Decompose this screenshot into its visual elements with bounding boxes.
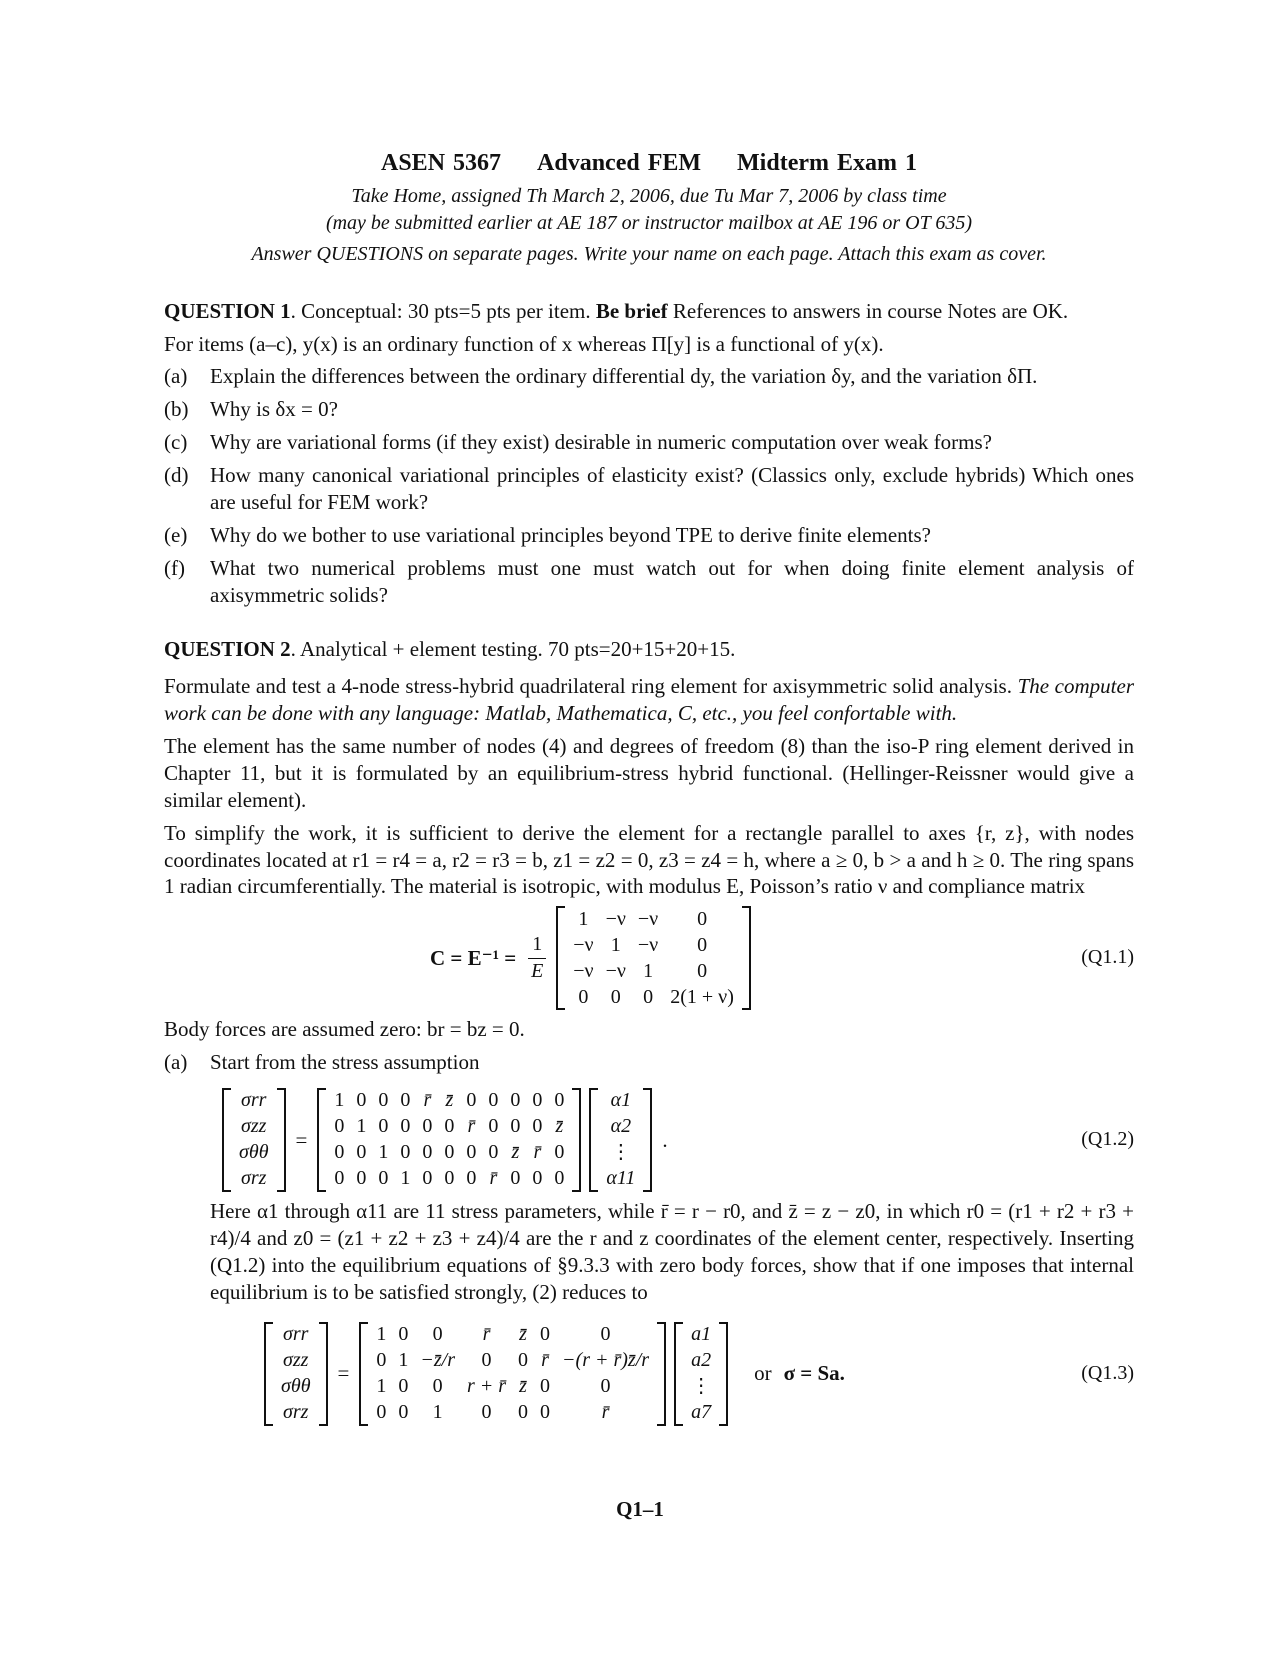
compliance-lhs: C = E⁻¹ = [430, 945, 517, 970]
matrix-bracket [643, 1088, 652, 1192]
matrix-cell: 0 [378, 1089, 389, 1112]
matrix-cell: 0 [481, 1348, 492, 1371]
reduced-stress-matrix [359, 1322, 666, 1426]
matrix-cell: 0 [398, 1400, 409, 1423]
matrix-cell: 0 [422, 1141, 433, 1164]
matrix-cell: 0 [398, 1374, 409, 1397]
matrix-bracket [222, 1088, 231, 1192]
matrix-cell: 0 [578, 985, 589, 1008]
matrix-cell: 0 [540, 1374, 551, 1397]
matrix-cell: 0 [554, 1167, 565, 1190]
matrix-cell: z̄ [519, 1374, 527, 1397]
matrix-cell: 0 [422, 1115, 433, 1138]
matrix-cell: −ν [605, 907, 626, 930]
matrix-cell: 1 [610, 933, 621, 956]
matrix-cell: σθθ [281, 1374, 311, 1397]
page-footer: Q1–1 [616, 1497, 664, 1521]
question-2-para-4: Here α1 through α11 are 11 stress parameters, while r̄ = r − r0, and z̄ = z − z0, in which r0 = (r1 + r2 + r3 + r4)/4 and z0 = (z1 + z2 + z3 + z4)/4 are the r and z coordinates of the element center, respectively. Inserting (Q1.2) into the equilibrium equations of §9.3.3 with zero body forces, show that if one imposes that internal equilibrium is to be satisfied strongly, (2) reduces to [210, 1199, 1134, 1304]
matrix-cell: a7 [691, 1400, 712, 1423]
matrix-cell: 0 [334, 1141, 345, 1164]
list-item: (c) Why are variational forms (if they exist) desirable in numeric computation over weak forms? [164, 430, 992, 455]
list-item: (a) Explain the differences between the ordinary differential dy, the variation δy, and the variation δΠ. [164, 364, 1038, 389]
matrix-bracket [572, 1088, 581, 1192]
fraction-1-over-e: $\frac{1}{E}$ [528, 932, 546, 984]
equation-q1-2: σrr σzz σθθ σrz = 1 0 0 0 r̄ z̄ 0 0 0 0 0 0 1 0 0 0 0 r̄ 0 0 0 z̄ 0 0 1 0 0 0 0 0 z̄ r̄ 0 0 0 0 1 0 0 0 r̄ 0 0 0 α1 α2 ⋮ α11 . (Q1.2) [164, 1088, 1134, 1192]
submission-note: (may be submitted earlier at AE 187 or instructor mailbox at AE 196 or OT 635) [325, 211, 973, 234]
stress-vector [264, 1322, 328, 1426]
equation-number: (Q1.2) [1081, 1128, 1134, 1151]
matrix-cell: 0 [466, 1167, 477, 1190]
matrix-bracket [674, 1322, 683, 1426]
matrix-cell: 0 [444, 1115, 455, 1138]
matrix-bracket [719, 1322, 728, 1426]
matrix-cell: −ν [573, 959, 594, 982]
matrix-cell: 0 [518, 1348, 529, 1371]
matrix-cell: 0 [518, 1400, 529, 1423]
matrix-cell: 0 [510, 1167, 521, 1190]
page-content [164, 148, 1134, 1432]
question-2-para-3: To simplify the work, it is sufficient to derive the element for a rectangle parallel to axes {r, z}, with nodes coordinates located at r1 = r4 = a, r2 = r3 = b, z1 = z2 = 0, z3 = z4 = h, where a ≥ 0, b > a and h ≥ 0. The ring spans 1 radian circumferentially. The material is isotropic, with modulus E, Poisson’s ratio ν and compliance matrix [164, 820, 1134, 899]
question-2-para-1: Formulate and test a 4-node stress-hybrid quadrilateral ring element for axisymmetric solid analysis. The computer work can be done with any language: Matlab, Mathematica, C, etc., you feel confortable with. [164, 674, 1134, 726]
matrix-cell: r̄ [482, 1322, 491, 1345]
question-1-intro: For items (a–c), y(x) is an ordinary function of x whereas Π[y] is a functional of y(x). [164, 331, 884, 356]
matrix-cell: a1 [691, 1322, 712, 1345]
matrix-cell: 1 [398, 1348, 409, 1371]
stress-vector [222, 1088, 286, 1192]
matrix-cell: 0 [697, 933, 708, 956]
matrix-cell: 1 [334, 1089, 345, 1112]
matrix-cell: 0 [600, 1374, 611, 1397]
matrix-cell: 0 [334, 1167, 345, 1190]
question-2-para-2: The element has the same number of nodes (4) and degrees of freedom (8) than the iso-P ring element derived in Chapter 11, but it is formulated by an equilibrium-stress hybrid functional. (Hellinger-Reissner would give a similar element). [164, 734, 1134, 812]
matrix-cell: σrr [241, 1089, 267, 1112]
matrix-cell: α1 [610, 1089, 632, 1112]
question-2-title: QUESTION 2 [164, 637, 291, 662]
matrix-cell: 1 [643, 959, 654, 982]
matrix-cell: r + r̄ [466, 1374, 507, 1397]
matrix-bracket [277, 1088, 286, 1192]
matrix-cell: 0 [510, 1089, 521, 1112]
matrix-cell: −ν [637, 933, 659, 956]
equation-q1-1 [164, 906, 1134, 1010]
matrix-cell: 0 [600, 1322, 611, 1345]
matrix-cell: r̄ [533, 1141, 542, 1164]
matrix-cell: 0 [540, 1400, 551, 1423]
matrix-cell: 0 [488, 1115, 499, 1138]
stress-assumption-matrix [317, 1088, 581, 1192]
matrix-cell: 0 [432, 1322, 443, 1345]
matrix-cell: σrr [283, 1322, 309, 1345]
matrix-cell: −ν [605, 959, 626, 982]
equation-number: (Q1.1) [1081, 946, 1134, 969]
matrix-bracket [264, 1322, 273, 1426]
matrix-cell: z̄ [519, 1322, 527, 1345]
matrix-bracket [742, 906, 751, 1010]
matrix-cell: −ν [637, 907, 659, 930]
course-subject: Advanced FEM [537, 150, 702, 176]
matrix-cell: −ν [573, 933, 594, 956]
matrix-cell: 0 [376, 1400, 387, 1423]
compact-form: σ = Sa. [783, 1361, 845, 1386]
matrix-cell: 0 [400, 1141, 411, 1164]
matrix-cell: 1 [376, 1374, 387, 1397]
matrix-cell: α11 [606, 1167, 636, 1190]
matrix-bracket [556, 906, 565, 1010]
list-item: (e) Why do we bother to use variational principles beyond TPE to derive finite elements? [164, 522, 931, 547]
matrix-cell: z̄ [511, 1141, 520, 1164]
matrix-cell: a2 [691, 1348, 712, 1371]
matrix-cell: ⋮ [691, 1374, 712, 1397]
matrix-cell: −(r + r̄)z̄/r [562, 1348, 650, 1371]
matrix-cell: z̄ [555, 1115, 564, 1138]
matrix-cell: 1 [400, 1167, 411, 1190]
matrix-cell: 0 [610, 985, 621, 1008]
matrix-cell: σzz [283, 1348, 309, 1371]
matrix-cell: r̄ [489, 1167, 498, 1190]
matrix-cell: 0 [356, 1141, 367, 1164]
matrix-bracket [657, 1322, 666, 1426]
matrix-cell: σzz [241, 1115, 267, 1138]
equation-number: (Q1.3) [1081, 1361, 1134, 1384]
matrix-cell: 0 [378, 1167, 389, 1190]
matrix-cell: 0 [432, 1374, 443, 1397]
list-item: (b) Why is δx = 0? [164, 397, 338, 422]
question-1-items [164, 363, 1134, 608]
question-1-title: QUESTION 1 [164, 298, 291, 323]
matrix-cell: 0 [697, 907, 708, 930]
matrix-cell: −z̄/r [420, 1348, 455, 1371]
matrix-cell: 2(1 + ν) [670, 985, 734, 1008]
matrix-cell: z̄ [445, 1089, 454, 1112]
matrix-bracket [319, 1322, 328, 1426]
matrix-cell: 0 [444, 1141, 455, 1164]
compliance-matrix [556, 906, 751, 1010]
matrix-cell: r̄ [601, 1400, 610, 1423]
matrix-cell: 0 [400, 1115, 411, 1138]
exam-title [164, 148, 1134, 179]
or-text: or [754, 1361, 772, 1386]
matrix-cell: r̄ [467, 1115, 476, 1138]
matrix-cell: ⋮ [610, 1141, 631, 1164]
matrix-cell: 0 [510, 1115, 521, 1138]
a-vector [674, 1322, 728, 1426]
question-2-items [164, 1049, 1134, 1076]
matrix-cell: 0 [697, 959, 708, 982]
matrix-cell: 0 [643, 985, 654, 1008]
exam-dates: Take Home, assigned Th March 2, 2006, due Tu Mar 7, 2006 by class time [351, 184, 947, 207]
matrix-cell: 1 [578, 907, 589, 930]
matrix-cell: α2 [610, 1115, 632, 1138]
list-item: (f) What two numerical problems must one must watch out for when doing finite element analysis of axisymmetric solids? [164, 555, 1134, 607]
matrix-cell: 0 [554, 1141, 565, 1164]
matrix-cell: 0 [466, 1089, 477, 1112]
matrix-cell: 0 [466, 1141, 477, 1164]
exam-name: Midterm Exam 1 [737, 150, 917, 176]
matrix-cell: 1 [378, 1141, 389, 1164]
matrix-cell: 0 [398, 1322, 409, 1345]
matrix-cell: 0 [400, 1089, 411, 1112]
matrix-cell: r̄ [423, 1089, 432, 1112]
list-item: (a) Start from the stress assumption [164, 1050, 480, 1075]
matrix-cell: 0 [532, 1167, 543, 1190]
matrix-cell: 0 [356, 1167, 367, 1190]
body-forces-statement: Body forces are assumed zero: br = bz = 0. [164, 1017, 525, 1042]
matrix-cell: σrz [241, 1167, 267, 1190]
matrix-cell: 0 [554, 1089, 565, 1112]
be-brief-note: Be brief [595, 298, 668, 323]
matrix-cell: 0 [481, 1400, 492, 1423]
matrix-cell: σθθ [239, 1141, 269, 1164]
matrix-bracket [359, 1322, 368, 1426]
matrix-cell: 0 [444, 1167, 455, 1190]
matrix-cell: 0 [540, 1322, 551, 1345]
matrix-cell: 1 [376, 1322, 387, 1345]
question-2-heading: QUESTION 2. Analytical + element testing. 70 pts=20+15+20+15. [164, 637, 736, 662]
matrix-cell: 0 [532, 1089, 543, 1112]
matrix-cell: r̄ [541, 1348, 549, 1371]
matrix-cell: 0 [422, 1167, 433, 1190]
matrix-cell: 0 [376, 1348, 387, 1371]
matrix-bracket [589, 1088, 598, 1192]
matrix-cell: 0 [334, 1115, 345, 1138]
matrix-cell: 0 [356, 1089, 367, 1112]
matrix-cell: 0 [488, 1141, 499, 1164]
instructions: Answer QUESTIONS on separate pages. Write your name on each page. Attach this exam as cover. [251, 242, 1047, 265]
matrix-cell: 1 [356, 1115, 367, 1138]
matrix-cell: 1 [432, 1400, 443, 1423]
matrix-cell: 0 [532, 1115, 543, 1138]
equation-q1-3 [164, 1322, 1134, 1426]
matrix-cell: 0 [378, 1115, 389, 1138]
matrix-cell: σrz [283, 1400, 309, 1423]
question-1-heading: QUESTION 1. Conceptual: 30 pts=5 pts per item. Be brief References to answers in course Notes are OK. [164, 298, 1069, 323]
matrix-cell: 0 [488, 1089, 499, 1112]
list-item: (d) How many canonical variational principles of elasticity exist? (Classics only, exclude hybrids) Which ones are useful for FEM work? [164, 463, 1134, 514]
equals-sign: = [295, 1127, 308, 1152]
equals-sign: = [337, 1361, 350, 1386]
course-code: ASEN 5367 [381, 150, 502, 176]
alpha-vector [589, 1088, 652, 1192]
matrix-bracket [317, 1088, 326, 1192]
